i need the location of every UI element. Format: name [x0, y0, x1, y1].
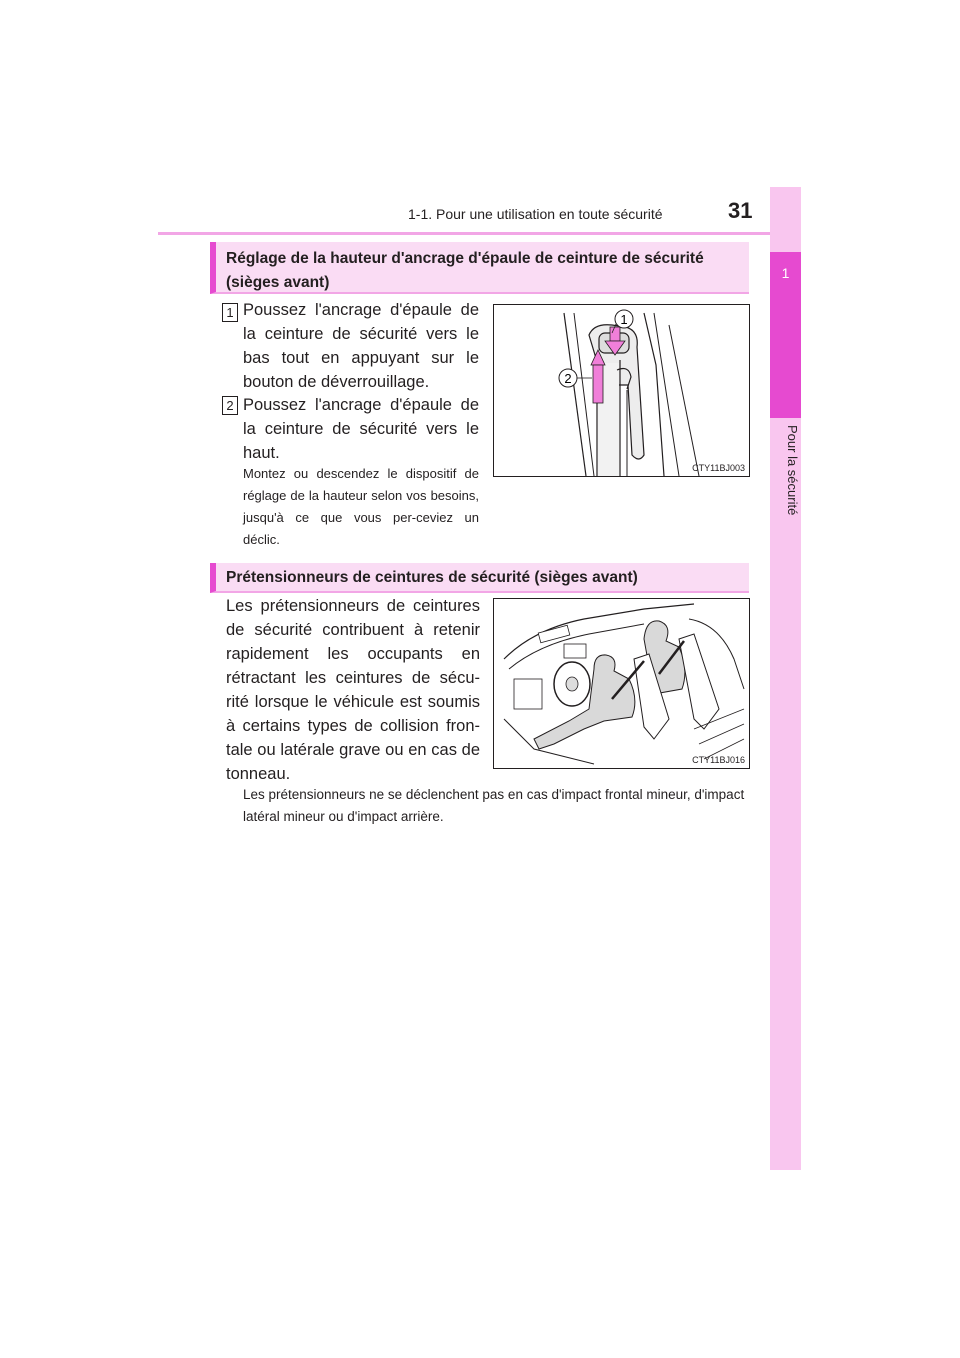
- step-1-text: Poussez l'ancrage d'épaule de la ceinture de sécurité vers le bas tout en appuyant sur le bouton de déverrouillage.: [243, 301, 479, 391]
- section-heading-shoulder-anchor: Réglage de la hauteur d'ancrage d'épaule de ceinture de sécurité (sièges avant): [210, 242, 749, 294]
- chapter-number: 1: [781, 265, 790, 281]
- section-heading-pretensioners: Prétensionneurs de ceintures de sécurité (sièges avant): [210, 563, 749, 593]
- callout-1: 1: [620, 312, 628, 327]
- page-number: 31: [728, 198, 753, 223]
- figure-pretensioner-cabin: [493, 598, 750, 769]
- header-rule: [158, 232, 800, 235]
- callout-2: 2: [564, 371, 572, 386]
- running-header: 1-1. Pour une utilisation en toute sécurité: [408, 206, 663, 222]
- section-2-body: Les prétensionneurs de ceintures de sécurité contribuent à retenir rapidement les occupants en rétractant les ceintures de sécu-rité lorsque le véhicule est soumis à certains types de collision fron-tale ou latérale grave ou en cas de tonneau.: [226, 597, 480, 783]
- figure-code: CTY11BJ016: [692, 755, 745, 765]
- chapter-title: Pour la sécurité: [785, 425, 800, 516]
- figure-code: CTY11BJ003: [692, 463, 745, 473]
- section-2-note: Les prétensionneurs ne se déclenchent pas en cas d'impact frontal mineur, d'impact latéral mineur ou d'impact arrière.: [243, 787, 745, 824]
- step-2-text: Poussez l'ancrage d'épaule de la ceinture de sécurité vers le haut.: [243, 396, 479, 462]
- step-1-badge: 1: [222, 303, 238, 322]
- figure-shoulder-anchor-adjuster: [493, 304, 750, 477]
- section-1-note: Montez ou descendez le dispositif de réglage de la hauteur selon vos besoins, jusqu'à ce que vous per-ceviez un déclic.: [243, 466, 479, 547]
- step-2-badge: 2: [222, 396, 238, 415]
- shoulder-anchor-illustration: [494, 305, 749, 476]
- vehicle-cabin-illustration: [494, 599, 749, 768]
